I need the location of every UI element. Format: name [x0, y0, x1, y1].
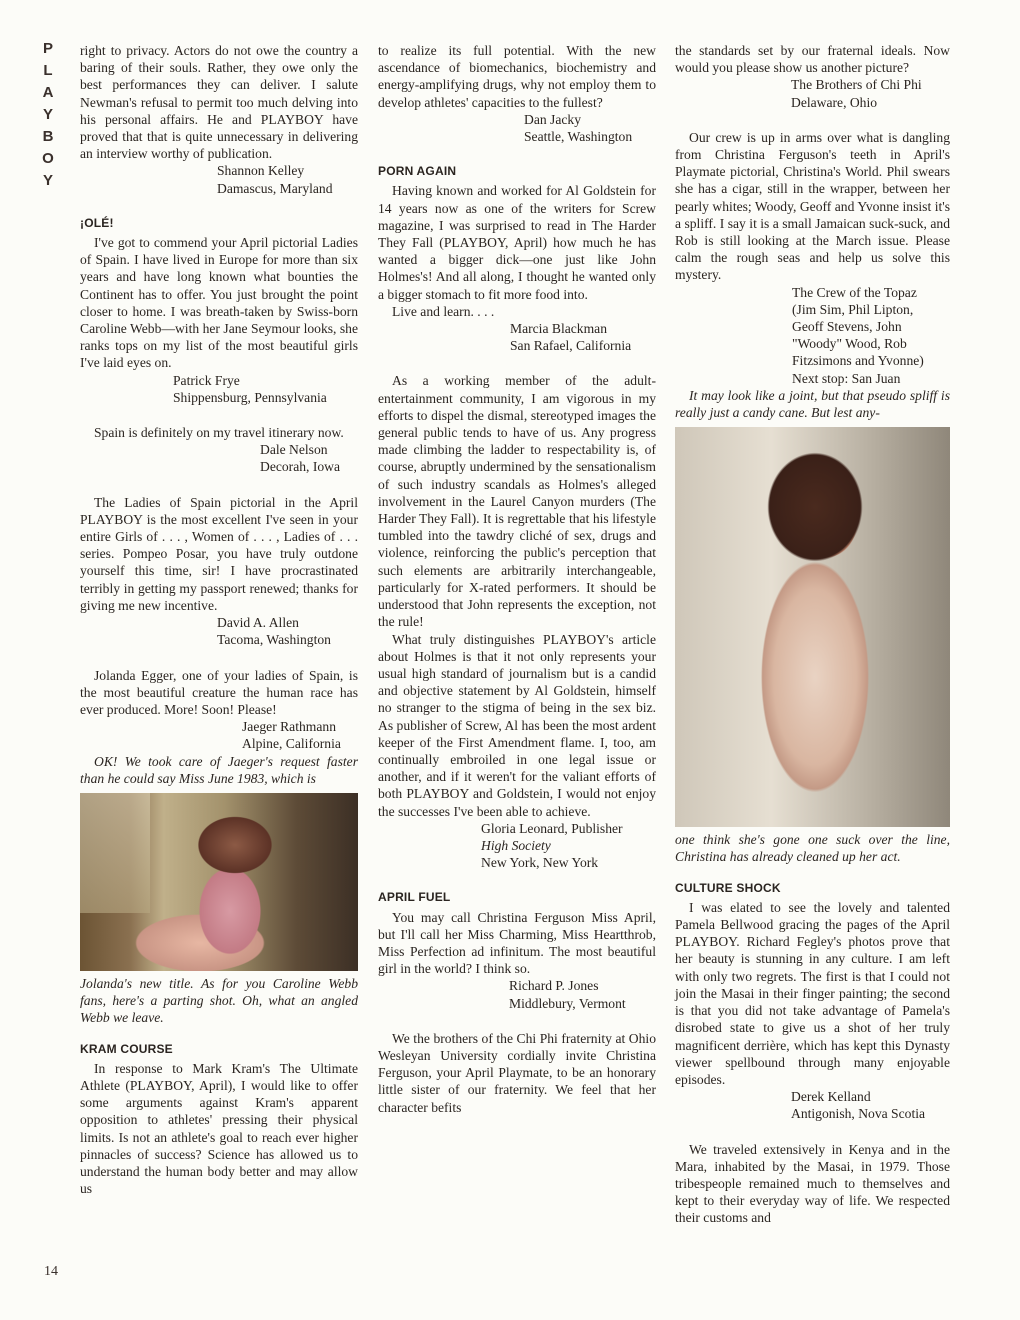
- photo-caption: one think she's gone one suck over the line, Christina has already cleaned up her act.: [675, 832, 950, 865]
- letter-leonard: [378, 372, 656, 871]
- signature-line: Next stop: San Juan: [792, 370, 901, 386]
- photo-window-detail: [80, 793, 150, 913]
- pictorial-photo: [80, 793, 358, 971]
- letter-body: to realize its full potential. With the new ascendance of biomechanics, biochemistry and energy-amplifying drugs, why not employ them to develop athletes' capacities to the fullest?: [378, 43, 656, 110]
- letter-nelson: [80, 424, 358, 476]
- editor-reply: OK! We took care of Jaeger's request faster than he could say Miss June 1983, which is: [80, 753, 358, 786]
- letter-signature-name: Dale Nelson: [260, 442, 328, 458]
- masthead-letter: Y: [42, 172, 53, 189]
- signature-line: "Woody" Wood, Rob: [792, 336, 907, 352]
- letter-allen: [80, 494, 358, 649]
- letter-signature-place: New York, New York: [481, 855, 599, 871]
- photo-caption: Jolanda's new title. As for you Caroline Webb fans, here's a parting shot. Oh, what an angled Webb we leave.: [80, 975, 358, 1026]
- masthead-letter: B: [42, 128, 54, 145]
- section-heading-ole: ¡OLÉ!: [80, 215, 114, 230]
- letter-signature-name: Jaeger Rathmann: [242, 719, 336, 735]
- masthead-letter: Y: [42, 106, 53, 123]
- letter-body: I was elated to see the lovely and talented Pamela Bellwood gracing the pages of the April PLAYBOY. Richard Fegley's photos prove that her beauty is stunning in any culture. I am left with only two regrets. The first is that I could not join the Masai in their finger painting; the second is that you did not take advantage of Pamela's disrobed state to give us a shot of her truly magnificent derrière, which has kept this Dynasty viewer spellbound through many enjoyable episodes.: [675, 899, 950, 1087]
- letter-body: We traveled extensively in Kenya and in the Mara, inhabited by the Masai, in 1979. Those tribespeople remained much to themselves and kept to their everyday way of life. We respected their customs and: [675, 1141, 950, 1226]
- letter-kelland: [675, 899, 950, 1123]
- letter-topaz: [675, 129, 950, 421]
- letter-body: You may call Christina Ferguson Miss April, but I'll call her Miss Charming, Miss Heartthrob, Miss Perfection ad infinitum. The most beautiful girl in the world? I think so.: [378, 909, 656, 977]
- letter-body: We the brothers of the Chi Phi fraternity at Ohio Wesleyan University cordially invite Christina Ferguson, your April Playmate, to be an honorary little sister of our fraternity. We feel that her character befits: [378, 1030, 656, 1115]
- letter-signature-org: High Society: [481, 837, 551, 853]
- letter-signature-place: Tacoma, Washington: [217, 632, 331, 648]
- letter-signature-place: Alpine, California: [242, 736, 341, 752]
- letter-body: Having known and worked for Al Goldstein for 14 years now as one of the writers for Screw magazine, I was surprised to read in The Harder They Fall (PLAYBOY, April) how much he has wanted a bigger dick—one just like John Holmes's! And all along, I thought he wanted only a bigger stomach to fit more food into.: [378, 183, 656, 302]
- magazine-masthead: [36, 38, 60, 192]
- letter-body: Jolanda Egger, one of your ladies of Spain, is the most beautiful creature the human race has ever produced. More! Soon! Please!: [80, 667, 358, 717]
- letter-body: What truly distinguishes PLAYBOY's article about Holmes is that it not only represents your usual high standard of journalism but is a candid and objective statement by Al Goldstein, himself no stranger to the stigma of being in the sex biz. As publisher of Screw, Al has been the most ardent keeper of the First Amendment flame. I, too, am continually embroiled in one legal issue or another, and if it weren't for the valiant efforts of both PLAYBOY and Goldstein, I would not enjoy the successes I've been able to achieve.: [378, 631, 656, 819]
- masthead-letter: A: [42, 84, 54, 101]
- section-heading-porn-again: PORN AGAIN: [378, 164, 457, 179]
- letter-chi-phi: [675, 42, 950, 111]
- letter-signature-place: Damascus, Maryland: [217, 180, 333, 196]
- letter-body-tail: Live and learn. . . .: [392, 303, 495, 319]
- letter-signature-name: David A. Allen: [217, 615, 299, 631]
- letter-jones: [378, 909, 656, 1012]
- letter-signature-place: Seattle, Washington: [524, 129, 633, 145]
- letter-signature-name: Dan Jacky: [524, 111, 581, 127]
- signature-line: The Crew of the Topaz: [792, 284, 917, 300]
- letter-signature-place: Antigonish, Nova Scotia: [791, 1106, 926, 1122]
- letter-signature-place: Middlebury, Vermont: [509, 995, 626, 1011]
- text-column-2: [378, 42, 656, 1116]
- letter-signature-block: [675, 284, 950, 387]
- letter-signature-place: Delaware, Ohio: [791, 94, 878, 110]
- signature-line: Fitzsimons and Yvonne): [792, 353, 924, 369]
- letter-body: As a working member of the adult-entertainment community, I am vigorous in my efforts to dispel the dismal, stereotyped images the general public tends to have of us. Any progress made climbing the ladder to respectability is, of course, abruptly undermined by the sensationalism of such industry scandals as Holmes's alleged involvement in the Laurel Canyon murders (The Harder They Fall). It is regrettable that his lifestyle tumbled into the tawdry cliché of sex, drugs and violence, reinforcing the public's perception that such elements are arbitrarily interchangeable, particularly for X-rated performers. It should be understood that John represents the exception, not the rule!: [378, 373, 656, 630]
- signature-line: (Jim Sim, Phil Lipton,: [792, 301, 914, 317]
- letter-body: I've got to commend your April pictorial Ladies of Spain. I have lived in Europe for more than six years and have long known what bounties the Continent has to offer. You just brought the point closer to home. I was breath-taken by Swiss-born Caroline Webb—with her Jane Seymour looks, she ranks tops on my list of the most beautiful girls I've laid eyes on.: [80, 235, 358, 371]
- letter-body: The Ladies of Spain pictorial in the April PLAYBOY is the most excellent I've seen in your entire Girls of . . . , Women of . . . , Ladies of . . . series. Pompeo Posar, you have truly outdone yourself this time, sir! I have procrastinated terribly in getting my passport renewed; thanks for giving me new incentive.: [80, 494, 358, 613]
- letter-frye: [80, 234, 358, 406]
- section-heading-culture-shock: CULTURE SHOCK: [675, 880, 781, 895]
- letter-signature-place: Decorah, Iowa: [260, 459, 341, 475]
- letter-body: Our crew is up in arms over what is dangling from Christina Ferguson's teeth in April's Playmate pictorial, Christina's World. Phil swears she has a cigar, still in the wrapper, between her pearly whites; Woody, Geoff and Yvonne insist it's a spliff. I say it is a small Jamaican suck-suck, and Rob is still looking at the March issue. Please calm the rough seas and help us solve this mystery.: [675, 129, 950, 283]
- signature-line: Geoff Stevens, John: [792, 319, 902, 335]
- text-column-3: [675, 42, 950, 1227]
- editor-reply: It may look like a joint, but that pseudo spliff is really just a candy cane. But lest any-: [675, 387, 950, 421]
- section-heading-kram: KRAM COURSE: [80, 1041, 173, 1056]
- letter-signature-name: Shannon Kelley: [217, 163, 305, 179]
- letter-jacky: [378, 42, 656, 145]
- letter-blackman: [378, 182, 656, 354]
- section-heading-april-fuel: APRIL FUEL: [378, 890, 451, 905]
- letter-kelley: [80, 42, 358, 197]
- masthead-letter: P: [42, 40, 53, 57]
- masthead-letter: O: [42, 150, 54, 167]
- letter-signature-place: Shippensburg, Pennsylvania: [173, 389, 327, 405]
- letter-body: In response to Mark Kram's The Ultimate Athlete (PLAYBOY, April), I would like to offer some arguments against Kram's apparent opposition to athletes' pressing their physical limits. Is not an athlete's goal to reach ever higher pinnacles of success? Science has allowed us to understand the human body better and may allow us: [80, 1060, 358, 1197]
- letter-signature-name: Marcia Blackman: [510, 321, 608, 337]
- letter-signature-name: Richard P. Jones: [509, 978, 599, 994]
- masthead-letter: L: [43, 62, 53, 79]
- letter-signature-name: Derek Kelland: [791, 1089, 871, 1105]
- letter-rathmann: [80, 667, 358, 787]
- letter-signature-name: The Brothers of Chi Phi: [791, 77, 922, 93]
- letter-signature-place: San Rafael, California: [510, 338, 632, 354]
- letter-body: Spain is definitely on my travel itinerary now.: [94, 425, 344, 441]
- page-number: 14: [44, 1264, 58, 1279]
- letter-signature-name: Patrick Frye: [173, 372, 240, 388]
- pictorial-photo: [675, 427, 950, 827]
- letter-body: right to privacy. Actors do not owe the country a baring of their souls. Rather, they owe only the best performances they can deliver. I salute Newman's refusal to permit too much delving into his personal affairs. He and PLAYBOY have proved that that is quite unnecessary in delivering an interview worthy of publication.: [80, 43, 358, 162]
- text-column-1: [80, 42, 358, 1197]
- letter-body: the standards set by our fraternal ideals. Now would you please show us another picture?: [675, 43, 950, 76]
- letter-signature-name: Gloria Leonard, Publisher: [481, 820, 623, 836]
